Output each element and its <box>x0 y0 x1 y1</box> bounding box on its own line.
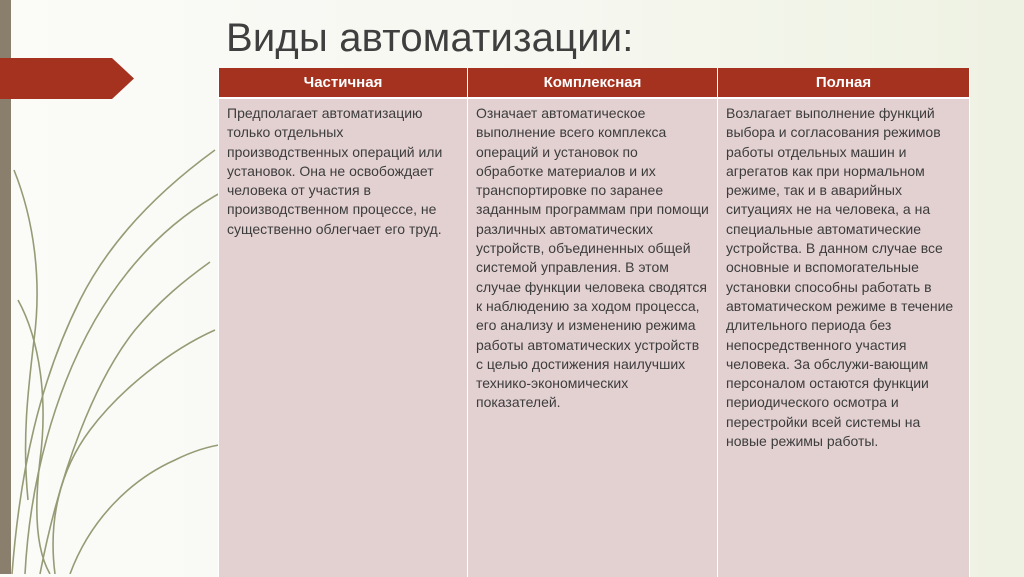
header-complex: Комплексная <box>468 68 718 98</box>
automation-types-table <box>218 68 970 577</box>
table-row <box>219 98 970 577</box>
cell-complex <box>468 98 718 577</box>
cell-complex-text: Означает автоматическое выполнение всего комплекса операций и установок по обработке материалов и их транспортировке по заранее заданным программам при помощи различных автоматических устройств, объединенных общей системой управления. В этом случае функции человека сводятся к наблюдению за ходом процесса, его анализу и изменению режима работы автоматических устройств с целью достижения наилучших технико-экономических показателей. <box>476 105 709 411</box>
cell-partial <box>219 98 468 577</box>
cell-full-text: Возлагает выполнение функций выбора и согласования режимов работы отдельных машин и агрегатов как при нормальном режиме, так и в аварийных ситуациях не на человека, а на специальные автоматические устройства. В данном случае все основные и вспомогательные установки способны работать в автоматическом режиме в течение длительного периода без непосредственного участия человека. За обслужи-вающим персоналом остаются функции периодического осмотра и перестройки всей системы на новые режимы работы. <box>726 105 954 450</box>
header-partial: Частичная <box>219 68 468 98</box>
header-full: Полная <box>718 68 970 98</box>
title-flag-shape <box>0 58 134 99</box>
table-header-row <box>219 68 970 98</box>
page-title: Виды автоматизации: <box>226 16 634 60</box>
cell-full <box>718 98 970 577</box>
cell-partial-text: Предполагает автоматизацию только отдельных производственных операций или установок. Она не освобождает человека от участия в производственном процессе, не существенно облегчает его труд. <box>227 105 443 237</box>
